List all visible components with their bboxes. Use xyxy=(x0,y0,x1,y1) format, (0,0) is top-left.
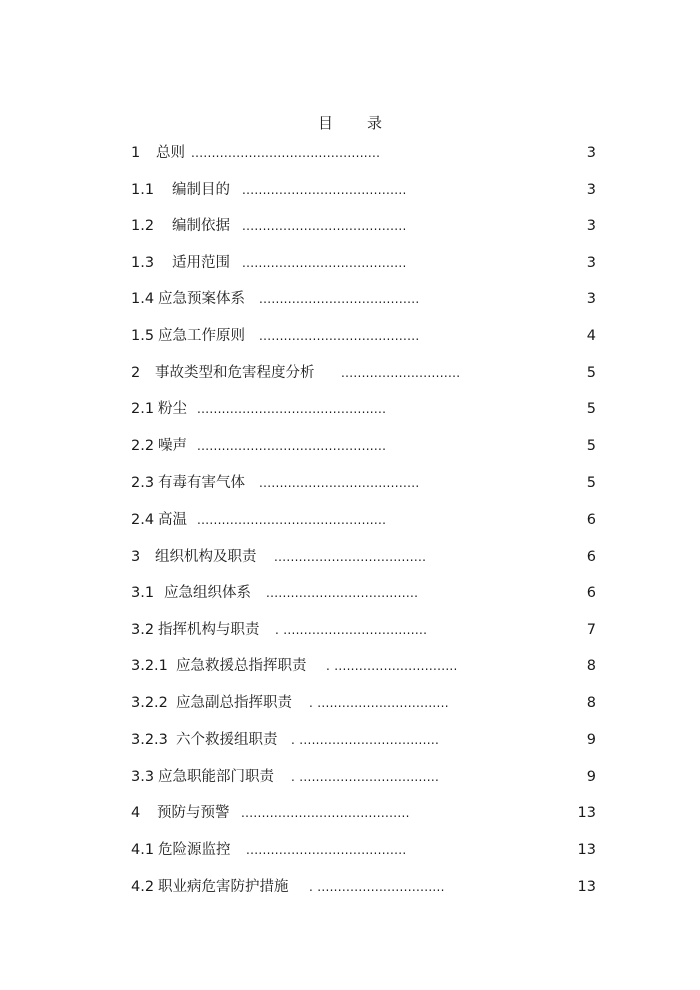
toc-entry-leader-dots: . ................................ xyxy=(309,696,449,710)
toc-entry-number: 3.2 xyxy=(131,622,155,638)
toc-entry-leader-dots: . ............................... xyxy=(309,880,445,894)
toc-entry-number: 4.2 xyxy=(131,879,155,895)
toc-entry-number: 3.3 xyxy=(131,769,155,785)
toc-entry-title: 应急救援总指挥职责 xyxy=(176,658,307,674)
toc-entry-number: 1.5 xyxy=(131,328,155,344)
toc-entry[interactable] xyxy=(131,692,596,714)
toc-entry[interactable] xyxy=(131,729,596,751)
toc-entry-title: 应急职能部门职责 xyxy=(158,769,274,785)
toc-entry-title: 危险源监控 xyxy=(158,842,231,858)
toc-entry-number: 1.4 xyxy=(131,291,155,307)
toc-entry-leader-dots: ....................................... xyxy=(246,843,407,857)
toc-entry-page-number: 5 xyxy=(586,401,596,417)
toc-entry[interactable] xyxy=(131,802,596,824)
toc-entry[interactable] xyxy=(131,619,596,641)
toc-entry-title: 应急工作原则 xyxy=(158,328,245,344)
toc-entry-number: 4 xyxy=(131,805,141,821)
toc-heading-right: 录 xyxy=(367,114,383,132)
toc-entry-page-number: 8 xyxy=(586,695,596,711)
toc-entry[interactable] xyxy=(131,325,596,347)
toc-entry-number: 1.1 xyxy=(131,182,155,198)
toc-entry-title: 六个救援组职责 xyxy=(176,732,278,748)
toc-entry-leader-dots: ..................................... xyxy=(266,586,419,600)
toc-entry-leader-dots: .............................................. xyxy=(191,146,381,160)
toc-entry-page-number: 6 xyxy=(586,512,596,528)
toc-entry[interactable] xyxy=(131,252,596,274)
toc-entry-title: 预防与预警 xyxy=(157,805,230,821)
toc-entry-leader-dots: .............................................. xyxy=(197,402,387,416)
toc-entry-number: 2.4 xyxy=(131,512,155,528)
toc-entry-leader-dots: . .............................. xyxy=(326,659,458,673)
toc-entry-title: 指挥机构与职责 xyxy=(158,622,260,638)
toc-entry-number: 2.1 xyxy=(131,401,155,417)
toc-entry-leader-dots: .............................................. xyxy=(197,439,387,453)
toc-entry-page-number: 13 xyxy=(577,842,596,858)
toc-entry-page-number: 3 xyxy=(586,218,596,234)
toc-heading xyxy=(0,112,700,133)
toc-entry-title: 组织机构及职责 xyxy=(155,549,257,565)
toc-entry[interactable] xyxy=(131,142,596,164)
toc-entry-title: 编制目的 xyxy=(172,182,230,198)
toc-entry-number: 2.2 xyxy=(131,438,155,454)
toc-entry-page-number: 9 xyxy=(586,732,596,748)
toc-entry-leader-dots: ....................................... xyxy=(259,476,420,490)
toc-entry[interactable] xyxy=(131,288,596,310)
toc-entry-leader-dots: ........................................ xyxy=(242,183,407,197)
toc-entry-title: 事故类型和危害程度分析 xyxy=(155,365,315,381)
toc-entry[interactable] xyxy=(131,362,596,384)
toc-entry[interactable] xyxy=(131,655,596,677)
toc-entry-title: 适用范围 xyxy=(172,255,230,271)
toc-entry-number: 3.1 xyxy=(131,585,155,601)
toc-entry-leader-dots: . .................................. xyxy=(291,770,440,784)
toc-entry-page-number: 6 xyxy=(586,585,596,601)
toc-entry-page-number: 8 xyxy=(586,658,596,674)
toc-entry-page-number: 5 xyxy=(586,438,596,454)
toc-entry[interactable] xyxy=(131,839,596,861)
toc-entry-page-number: 13 xyxy=(577,879,596,895)
toc-entry[interactable] xyxy=(131,179,596,201)
toc-entry-title: 粉尘 xyxy=(158,401,187,417)
toc-entry-title: 应急组织体系 xyxy=(164,585,251,601)
toc-entry-number: 4.1 xyxy=(131,842,155,858)
toc-entry-number: 1.2 xyxy=(131,218,155,234)
toc-entry-number: 3.2.3 xyxy=(131,732,168,748)
toc-entry[interactable] xyxy=(131,215,596,237)
toc-entry-leader-dots: ....................................... xyxy=(259,329,420,343)
toc-entry-leader-dots: ........................................ xyxy=(242,256,407,270)
toc-entry-page-number: 7 xyxy=(586,622,596,638)
toc-entry[interactable] xyxy=(131,509,596,531)
toc-entry-number: 1 xyxy=(131,145,141,161)
toc-entry-leader-dots: ......................................... xyxy=(241,806,410,820)
toc-entry-title: 应急副总指挥职责 xyxy=(176,695,292,711)
toc-entry-page-number: 3 xyxy=(586,291,596,307)
toc-entry-page-number: 3 xyxy=(586,255,596,271)
toc-entry-leader-dots: ............................. xyxy=(341,366,461,380)
toc-entry-leader-dots: .............................................. xyxy=(197,513,387,527)
toc-heading-left: 目 xyxy=(317,114,333,132)
toc-entry[interactable] xyxy=(131,472,596,494)
toc-entry-number: 3.2.1 xyxy=(131,658,168,674)
toc-entry-page-number: 6 xyxy=(586,549,596,565)
toc-entry[interactable] xyxy=(131,398,596,420)
toc-entry-number: 2.3 xyxy=(131,475,155,491)
toc-entry[interactable] xyxy=(131,435,596,457)
toc-entry-title: 有毒有害气体 xyxy=(158,475,245,491)
toc-entry-title: 总则 xyxy=(156,145,185,161)
toc-entry-leader-dots: ..................................... xyxy=(274,550,427,564)
toc-entry-title: 应急预案体系 xyxy=(158,291,245,307)
toc-entry-page-number: 9 xyxy=(586,769,596,785)
toc-entry-title: 职业病危害防护措施 xyxy=(158,879,289,895)
toc-entry-title: 高温 xyxy=(158,512,187,528)
toc-entry-page-number: 4 xyxy=(586,328,596,344)
toc-entry-title: 编制依据 xyxy=(172,218,230,234)
toc-entry[interactable] xyxy=(131,876,596,898)
toc-entry-leader-dots: . ................................... xyxy=(275,623,428,637)
toc-entry-title: 噪声 xyxy=(158,438,187,454)
toc-entry[interactable] xyxy=(131,582,596,604)
toc-entry-leader-dots: ........................................ xyxy=(242,219,407,233)
toc-entry-number: 2 xyxy=(131,365,141,381)
toc-entry-page-number: 5 xyxy=(586,365,596,381)
toc-entry-page-number: 3 xyxy=(586,182,596,198)
toc-entry-leader-dots: ....................................... xyxy=(259,292,420,306)
toc-entry-number: 3 xyxy=(131,549,141,565)
toc-entry-page-number: 5 xyxy=(586,475,596,491)
toc-entry-leader-dots: . .................................. xyxy=(291,733,440,747)
toc-entry-page-number: 3 xyxy=(586,145,596,161)
toc-entry-number: 1.3 xyxy=(131,255,155,271)
toc-entry-number: 3.2.2 xyxy=(131,695,168,711)
toc-entry[interactable] xyxy=(131,546,596,568)
toc-entry[interactable] xyxy=(131,766,596,788)
toc-entry-page-number: 13 xyxy=(577,805,596,821)
